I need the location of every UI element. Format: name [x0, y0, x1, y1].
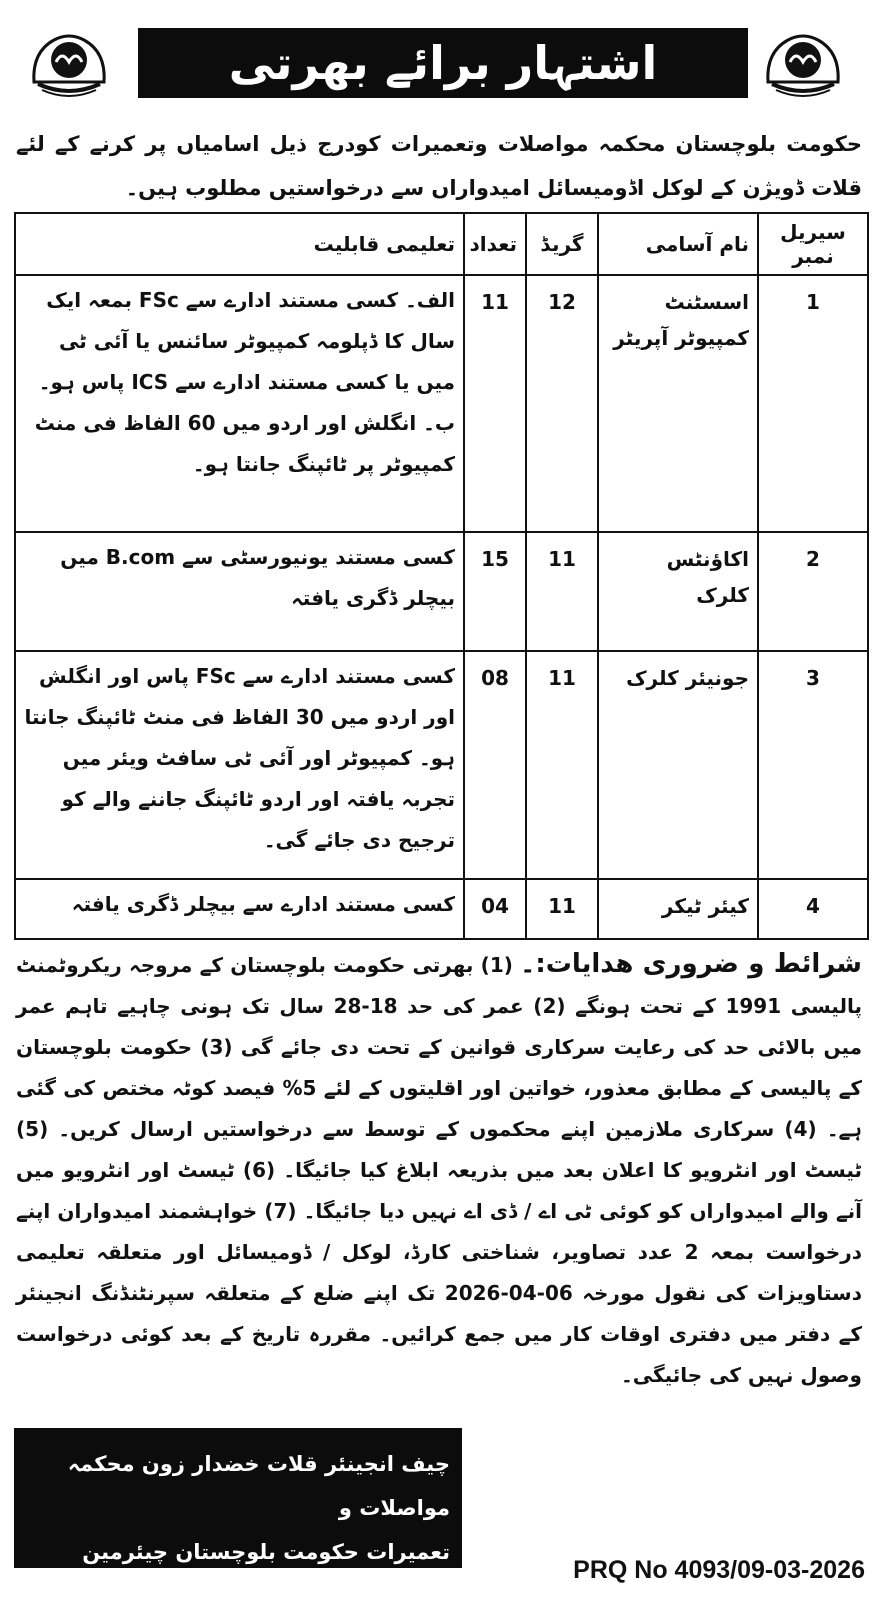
row-grade: 12: [526, 275, 598, 532]
prq-number: PRQ No 4093/09-03-2026: [573, 1556, 865, 1584]
row-serial: 2: [758, 532, 868, 650]
signature-block: [14, 1428, 462, 1608]
terms-section: [16, 944, 862, 1396]
vacancies-table: [14, 212, 869, 940]
row-grade: 11: [526, 879, 598, 939]
balochistan-emblem-logo: [758, 22, 848, 102]
row-qualification: کسی مستند یونیورسٹی سے B.com میں بیچلر ڈگری یافتہ: [15, 532, 464, 650]
row-post: اکاؤنٹس کلرک: [598, 532, 758, 650]
intro-paragraph: حکومت بلوچستان محکمہ مواصلات وتعمیرات کودرج ذیل اسامیاں پر کرنے کے لئے قلات ڈویژن کے لوکل اڈومیسائل امیدواراں سے درخواستیں مطلوب ہیں۔: [16, 132, 862, 200]
row-serial: 1: [758, 275, 868, 532]
row-serial: 4: [758, 879, 868, 939]
table-row: [15, 532, 868, 650]
row-post: اسسٹنٹ کمپیوٹر آپریٹر: [598, 275, 758, 532]
row-qualification: الف۔ کسی مستند ادارے سے FSc بمعہ ایک سال کا ڈپلومہ کمپیوٹر سائنس یا آئی ٹی میں یا کسی مستند ادارے سے ICS پاس ہو۔ ب۔ انگلش اور اردو میں 60 الفاظ فی منٹ کمپیوٹر پر ٹائپنگ جانتا ہو۔: [15, 275, 464, 532]
row-grade: 11: [526, 651, 598, 879]
page-title: اشتہار برائے بھرتی: [138, 28, 748, 98]
table-header-row: [15, 213, 868, 275]
header-serial: سیریل نمبر: [758, 213, 868, 275]
table-row: [15, 651, 868, 879]
balochistan-emblem-logo: [24, 22, 114, 102]
header-count: تعداد: [464, 213, 526, 275]
row-qualification: کسی مستند ادارے سے بیچلر ڈگری یافتہ: [15, 879, 464, 939]
row-count: 04: [464, 879, 526, 939]
row-count: 15: [464, 532, 526, 650]
row-count: 11: [464, 275, 526, 532]
table-row: [15, 879, 868, 939]
row-serial: 3: [758, 651, 868, 879]
header-post: نام آسامی: [598, 213, 758, 275]
terms-body: (1) بھرتی حکومت بلوچستان کے مروجہ ریکروٹمنٹ پالیسی 1991 کے تحت ہونگے (2) عمر کی حد 18-28 سال تک ہونی چاہیے تاہم عمر میں بالائی حد کی رعایت سرکاری قوانین کے تحت دی جائے گی (3) حکومت بلوچستان کے پالیسی کے مطابق معذور، خواتین اور اقلیتوں کے لئے 5% فیصد کوٹہ مختص کی گئی ہے۔ (4) سرکاری ملازمین اپنے محکموں کے توسط سے درخواستیں ارسال کریں۔ (5) ٹیسٹ اور انٹرویو کا اعلان بعد میں بذریعہ ابلاغ کیا جائیگا۔ (6) ٹیسٹ اور انٹرویو میں آنے والے امیدواراں کو کوئی ٹی اے / ڈی اے نہیں دیا جائیگا۔ (7) خواہشمند امیدواران اپنے درخواست بمعہ 2 عدد تصاویر، شناختی کارڈ، لوکل / ڈومیسائل اور متعلقہ تعلیمی دستاویزات کی نقول مورخہ 06-04-2026 تک اپنے ضلع کے متعلقہ سپرنٹنڈنگ انجینئر کے دفتر میں دفتری اوقات کار میں جمع کرائیں۔ مقررہ تاریخ کے بعد کوئی درخواست وصول نہیں کی جائیگی۔: [16, 953, 862, 1387]
header-grade: گریڈ: [526, 213, 598, 275]
row-qualification: کسی مستند ادارے سے FSc پاس اور انگلش اور اردو میں 30 الفاظ فی منٹ ٹائپنگ جانتا ہو۔ کمپیوٹر اور آئی ٹی سافٹ ویئر میں تجربہ یافتہ اور اردو ٹائپنگ جاننے والے کو ترجیح دی جائے گی۔: [15, 651, 464, 879]
header-qualification: تعلیمی قابلیت: [15, 213, 464, 275]
table-row: [15, 275, 868, 532]
terms-heading: شرائط و ضروری ھدایات:۔: [520, 949, 862, 979]
row-grade: 11: [526, 532, 598, 650]
signature-line: چیف انجینئر قلات خضدار زون محکمہ مواصلات و: [67, 1452, 450, 1520]
row-count: 08: [464, 651, 526, 879]
row-post: جونیئر کلرک: [598, 651, 758, 879]
signature-line: تعمیرات حکومت بلوچستان چیئرمین سلیکشن کمیٹی: [82, 1540, 450, 1608]
row-post: کیئر ٹیکر: [598, 879, 758, 939]
